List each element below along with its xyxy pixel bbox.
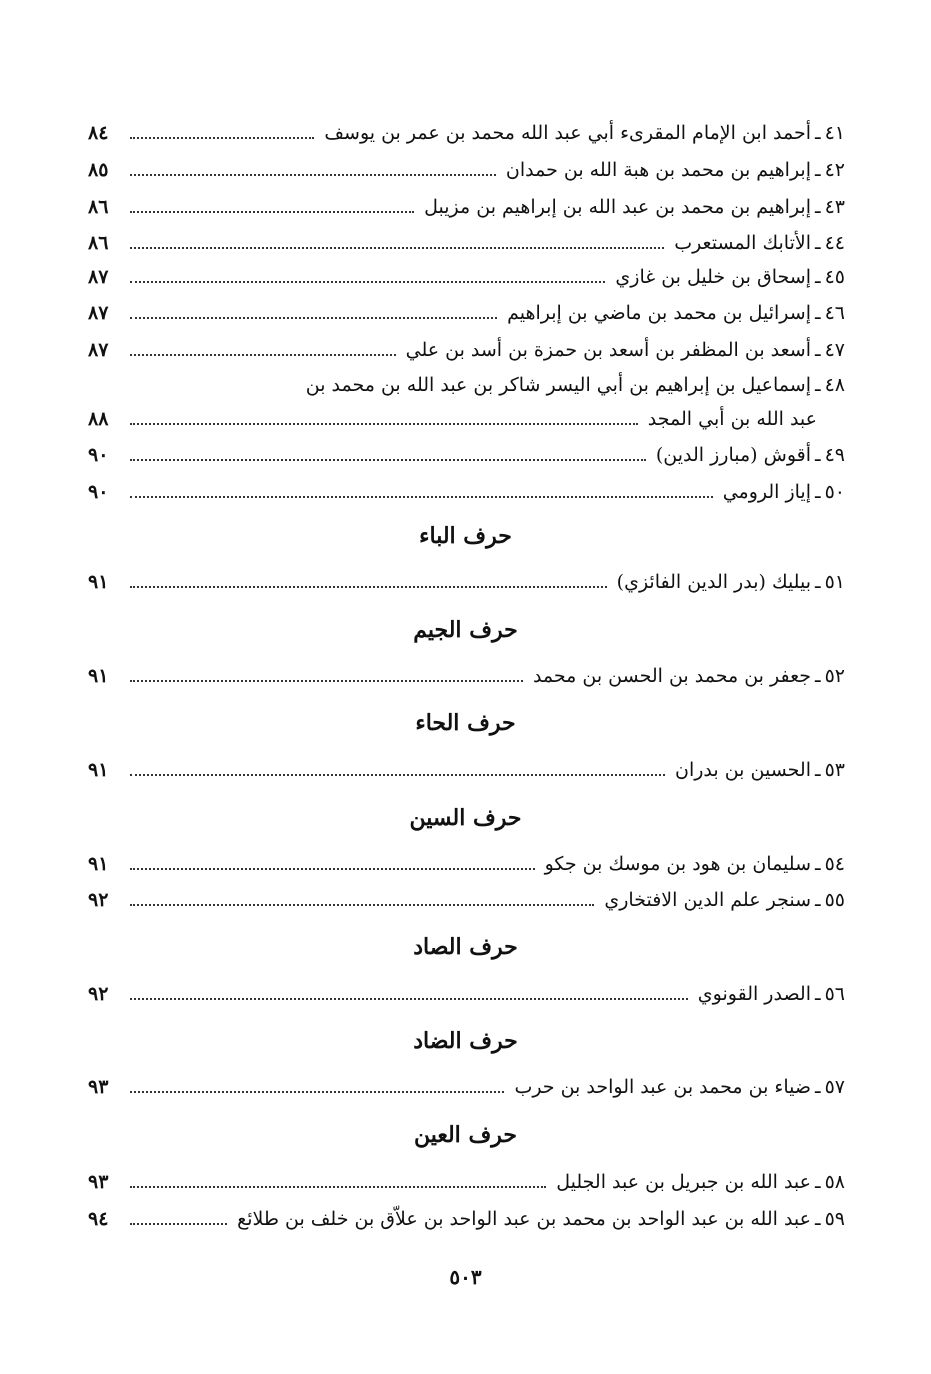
dot-leader	[130, 496, 713, 498]
toc-entry	[88, 979, 845, 1009]
entry-title: الحسين بن بدران	[675, 759, 811, 781]
entry-number: ٤٤	[824, 232, 845, 254]
entry-page-number: ٨٨	[88, 408, 109, 430]
toc-entry	[88, 298, 845, 328]
entry-dash: ـ	[815, 302, 821, 324]
entry-dash: ـ	[815, 1076, 821, 1098]
entry-number: ٥٤	[824, 853, 845, 875]
entry-page-number: ٩٠	[88, 444, 109, 466]
section-heading: حرف الباء	[419, 523, 512, 549]
entry-number: ٤٦	[824, 302, 845, 324]
entry-page-number: ٨٧	[88, 302, 109, 324]
entry-title: ضياء بن محمد بن عبد الواحد بن حرب	[514, 1076, 811, 1098]
entry-dash: ـ	[815, 266, 821, 288]
entry-dash: ـ	[815, 853, 821, 875]
entry-page-number: ٩٠	[88, 481, 109, 503]
entry-page-number: ٨٦	[88, 196, 109, 218]
toc-entry-line2	[88, 404, 845, 434]
entry-number: ٤١	[824, 122, 845, 144]
dot-leader	[130, 904, 594, 906]
entry-number: ٤٣	[824, 196, 845, 218]
dot-leader	[130, 423, 638, 425]
dot-leader	[130, 459, 646, 461]
entry-dash: ـ	[815, 339, 821, 361]
entry-title: إياز الرومي	[722, 481, 811, 503]
dot-leader	[130, 998, 688, 1000]
toc-entry-line1	[88, 370, 845, 400]
dot-leader	[130, 354, 396, 356]
entry-title: الأتابك المستعرب	[674, 232, 811, 254]
entry-title: عبد الله بن عبد الواحد بن محمد بن عبد الواحد بن علاّق بن خلف بن طلائع	[237, 1208, 811, 1230]
entry-title-continued: عبد الله بن أبي المجد	[647, 408, 817, 430]
toc-entry	[88, 118, 845, 148]
toc-entry	[88, 228, 845, 258]
entry-number: ٤٢	[824, 159, 845, 181]
entry-title: جعفر بن محمد بن الحسن بن محمد	[532, 665, 811, 687]
entry-title: إسرائيل بن محمد بن ماضي بن إبراهيم	[507, 302, 811, 324]
entry-title: سليمان بن هود بن موسك بن جكو	[544, 853, 811, 875]
toc-entry	[88, 477, 845, 507]
entry-dash: ـ	[815, 159, 821, 181]
entry-page-number: ٩١	[88, 853, 109, 875]
dot-leader	[130, 868, 535, 870]
entry-title: إبراهيم بن محمد بن هبة الله بن حمدان	[505, 159, 811, 181]
entry-dash: ـ	[815, 665, 821, 687]
page-number-footer: ٥٠٣	[449, 1265, 482, 1289]
toc-entry	[88, 661, 845, 691]
entry-number: ٤٩	[824, 444, 845, 466]
entry-page-number: ٩١	[88, 759, 109, 781]
entry-dash: ـ	[815, 571, 821, 593]
dot-leader	[130, 317, 497, 319]
entry-page-number: ٨٤	[88, 122, 109, 144]
section-heading: حرف السين	[409, 805, 522, 831]
entry-dash: ـ	[815, 444, 821, 466]
dot-leader	[130, 137, 314, 139]
dot-leader	[130, 774, 665, 776]
toc-entry	[88, 755, 845, 785]
entry-dash: ـ	[815, 122, 821, 144]
entry-dash: ـ	[815, 374, 821, 396]
dot-leader	[130, 281, 605, 283]
entry-page-number: ٩٤	[88, 1208, 109, 1230]
entry-dash: ـ	[815, 759, 821, 781]
entry-number: ٤٧	[824, 339, 845, 361]
entry-title: الصدر القونوي	[697, 983, 811, 1005]
toc-entry	[88, 335, 845, 365]
entry-dash: ـ	[815, 481, 821, 503]
entry-page-number: ٨٦	[88, 232, 109, 254]
entry-title: إسماعيل بن إبراهيم بن أبي اليسر شاكر بن عبد الله بن محمد بن	[305, 374, 811, 396]
entry-page-number: ٩٣	[88, 1076, 109, 1098]
entry-number: ٤٨	[824, 374, 845, 396]
entry-number: ٥٣	[824, 759, 845, 781]
entry-dash: ـ	[815, 232, 821, 254]
entry-title: أحمد ابن الإمام المقرىء أبي عبد الله محمد بن عمر بن يوسف	[324, 122, 811, 144]
entry-page-number: ٩٢	[88, 983, 109, 1005]
entry-page-number: ٨٧	[88, 266, 109, 288]
toc-entry	[88, 1204, 845, 1234]
entry-page-number: ٨٥	[88, 159, 109, 181]
entry-number: ٥١	[824, 571, 845, 593]
entry-number: ٥٠	[824, 481, 845, 503]
section-heading: حرف الحاء	[415, 710, 516, 736]
entry-page-number: ٩٣	[88, 1171, 109, 1193]
entry-title: إسحاق بن خليل بن غازي	[615, 266, 811, 288]
entry-title: سنجر علم الدين الافتخاري	[604, 889, 811, 911]
dot-leader	[130, 1186, 546, 1188]
entry-page-number: ٩١	[88, 665, 109, 687]
entry-title: عبد الله بن جبريل بن عبد الجليل	[556, 1171, 811, 1193]
entry-number: ٥٦	[824, 983, 845, 1005]
toc-entry	[88, 262, 845, 292]
entry-title: بيليك (بدر الدين الفائزي)	[616, 571, 811, 593]
toc-entry	[88, 1072, 845, 1102]
section-heading: حرف العين	[413, 1122, 518, 1148]
dot-leader	[130, 174, 496, 176]
dot-leader	[130, 247, 664, 249]
dot-leader	[130, 586, 607, 588]
toc-entry	[88, 1167, 845, 1197]
entry-dash: ـ	[815, 983, 821, 1005]
dot-leader	[130, 680, 523, 682]
entry-title: إبراهيم بن محمد بن عبد الله بن إبراهيم بن مزيبل	[424, 196, 811, 218]
section-heading: حرف الصاد	[413, 934, 518, 960]
entry-number: ٥٥	[824, 889, 845, 911]
entry-dash: ـ	[815, 889, 821, 911]
toc-entry	[88, 849, 845, 879]
entry-title: أقوش (مبارز الدين)	[655, 444, 811, 466]
entry-number: ٥٩	[824, 1208, 845, 1230]
dot-leader	[130, 1223, 227, 1225]
toc-entry	[88, 885, 845, 915]
entry-number: ٤٥	[824, 266, 845, 288]
entry-title: أسعد بن المظفر بن أسعد بن حمزة بن أسد بن علي	[405, 339, 811, 361]
toc-entry	[88, 155, 845, 185]
section-heading: حرف الضاد	[413, 1028, 518, 1054]
entry-page-number: ٨٧	[88, 339, 109, 361]
entry-number: ٥٨	[824, 1171, 845, 1193]
entry-number: ٥٧	[824, 1076, 845, 1098]
toc-entry	[88, 440, 845, 470]
entry-page-number: ٩١	[88, 571, 109, 593]
toc-entry	[88, 192, 845, 222]
entry-number: ٥٢	[824, 665, 845, 687]
section-heading: حرف الجيم	[413, 617, 518, 643]
toc-entry	[88, 567, 845, 597]
entry-dash: ـ	[815, 1171, 821, 1193]
entry-dash: ـ	[815, 196, 821, 218]
entry-dash: ـ	[815, 1208, 821, 1230]
dot-leader	[130, 1091, 504, 1093]
entry-page-number: ٩٢	[88, 889, 109, 911]
dot-leader	[130, 211, 414, 213]
